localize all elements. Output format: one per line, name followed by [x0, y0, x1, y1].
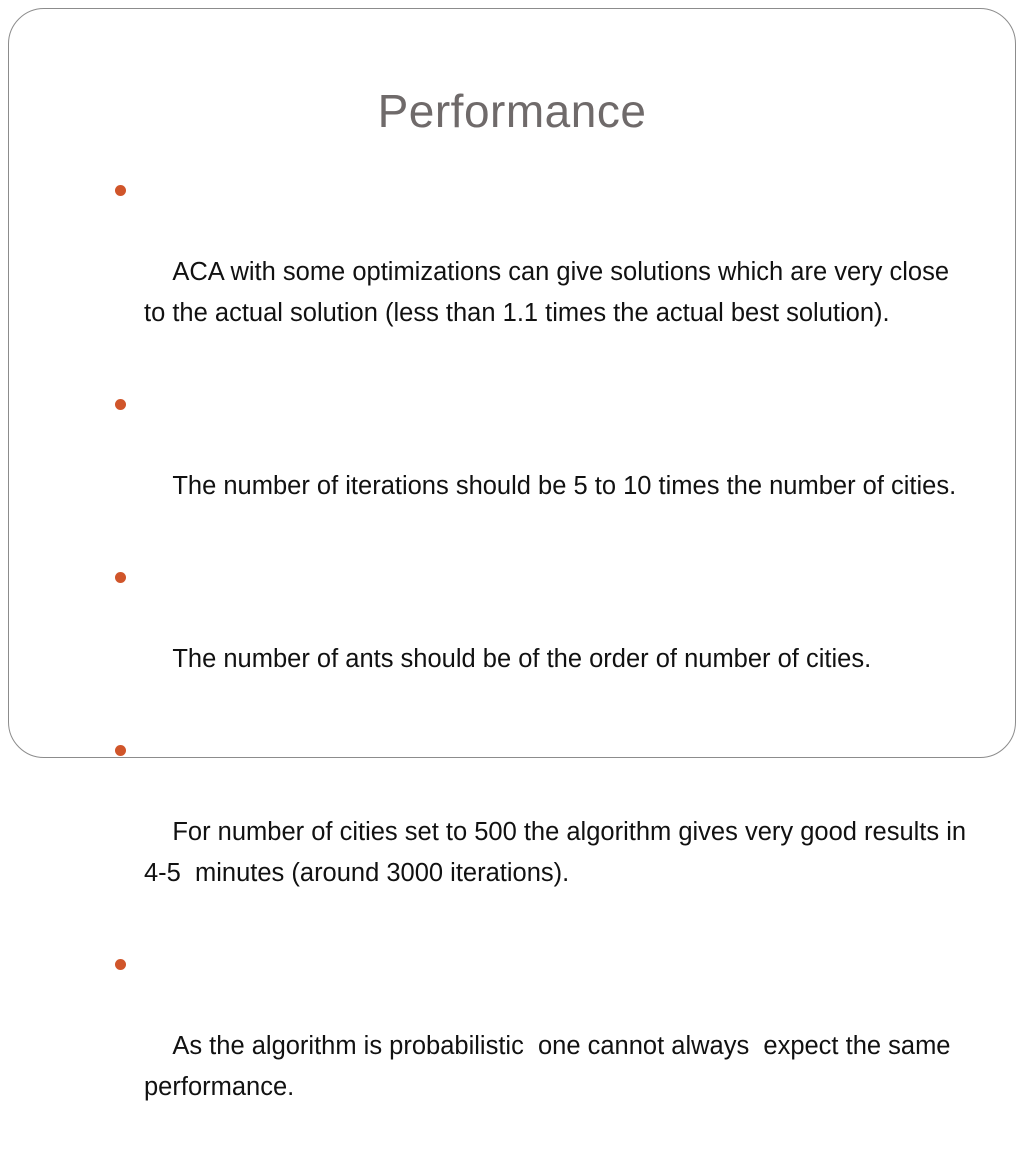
bullet-text: For number of cities set to 500 the algorithm gives very good results in 4-5 minutes (around 3000 iterations). — [144, 818, 974, 887]
bullet-dot-icon — [115, 745, 126, 756]
bullet-text: As the algorithm is probabilistic one cannot always expect the same performance. — [144, 1032, 958, 1101]
bullet-text: The number of iterations should be 5 to 10 times the number of cities. — [172, 472, 957, 500]
bullet-text: ACA with some optimizations can give solutions which are very close to the actual solution (less than 1.1 times the actual best solution). — [144, 258, 957, 327]
bullet-item — [115, 730, 975, 935]
bullet-dot-icon — [115, 959, 126, 970]
bullet-item — [115, 384, 975, 548]
bullet-dot-icon — [115, 185, 126, 196]
slide-title: Performance — [377, 85, 647, 137]
bullet-dot-icon — [115, 399, 126, 410]
bullet-text: The number of ants should be of the order of number of cities. — [172, 645, 872, 673]
bullet-item — [115, 170, 975, 375]
bullet-list — [115, 170, 975, 1158]
bullet-item — [115, 557, 975, 721]
bullet-dot-icon — [115, 572, 126, 583]
bullet-item — [115, 944, 975, 1149]
